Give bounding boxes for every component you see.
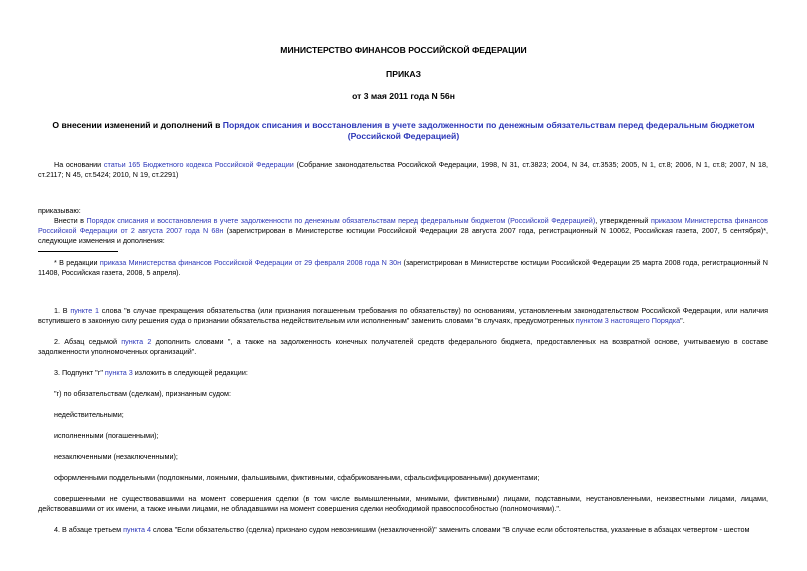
subpoint-g-paragraph: "г) по обязательствам (сделкам), признанным судом: (54, 389, 231, 398)
footnote-paragraph (38, 258, 768, 278)
document-type-heading: ПРИКАЗ (386, 69, 421, 79)
item-3-point-3-link[interactable]: пункта 3 (104, 368, 133, 377)
item-1-paragraph (38, 306, 768, 326)
minfin-order-30n-link[interactable]: приказа Министерства финансов Российской Федерации от 29 февраля 2008 года N 30н (99, 258, 402, 267)
item-1-point-3-link[interactable]: пунктом 3 настоящего Порядка (575, 316, 681, 325)
item-4-point-4-link[interactable]: пункта 4 (123, 525, 151, 534)
item-4-text-2: слова "Если обязательство (сделка) признано судом невозникшим (незаключенной)" заменить словами "В случае если обстоятельства, указанные в абзацах четвертом - шестом (150, 525, 750, 534)
ministry-heading: МИНИСТЕРСТВО ФИНАНСОВ РОССИЙСКОЙ ФЕДЕРАЦИИ (280, 45, 527, 55)
list-item: совершенными не существовавшими на момент совершения сделки (в том числе вымышленными, мнимыми, фиктивными) лицами, подставными, неустановленными, неизвестными лицами, лицами, действовавшими от их имени, а также иными лицами, не обладавшими на момент совершения сделки необходимой правоспособностью (полномочиями).". (38, 494, 768, 513)
intro-procedure-link[interactable]: Порядок списания и восстановления в учете задолженности по денежным обязательствам перед федеральным бюджетом (Российской Федерацией) (86, 216, 596, 225)
intro-paragraph (38, 216, 768, 246)
title-prefix: О внесении изменений и дополнений в (52, 120, 223, 130)
footnote-divider (38, 251, 118, 252)
intro-text-1: Внести в (54, 216, 87, 225)
item-4-text-1: 4. В абзаце третьем (54, 525, 124, 534)
item-1-text-2: слова "в случае прекращения обязательства (или признания погашенным требования по обязательству) по основаниям, установленным законодательством Российской Федерации, или наличия вступившего в законную силу решения суда о признании обязательства недействительным или исполненным" заменить словами "в случаях, предусмотренных (38, 306, 768, 325)
footnote-text-2: (зарегистрирован в Министерстве юстиции Российской Федерации 25 марта 2008 года, регистрационный N 11408, Российская газета, 2008, 5 апреля). (38, 258, 768, 277)
item-2-text-1: 2. Абзац седьмой (54, 337, 122, 346)
item-3-paragraph (38, 368, 768, 378)
budget-code-article-link[interactable]: статьи 165 Бюджетного кодекса Российской Федерации (103, 160, 294, 169)
item-1-text-1: 1. В (54, 306, 71, 315)
basis-suffix: (Собрание законодательства Российской Федерации, 1998, N 31, ст.3823; 2004, N 34, ст.3535; 2005, N 1, ст.8; 2006, N 1, ст.8; 2007, N 18, ст.2117; N 45, ст.5424; 2010, N 19, ст.2291) (38, 160, 768, 179)
item-1-point-1-link[interactable]: пункте 1 (70, 306, 99, 315)
item-2-point-2-link[interactable]: пункта 2 (121, 337, 152, 346)
basis-prefix: На основании (54, 160, 104, 169)
footnote-text-1: * В редакции (54, 258, 100, 267)
intro-text-3: (зарегистрирован в Министерстве юстиции Российской Федерации 28 августа 2007 года, регистрационный N 10062, Российская газета, 2007, 5 сентября)*, следующие изменения и дополнения: (38, 226, 769, 245)
item-1-text-3: ". (680, 316, 685, 325)
item-4-paragraph (38, 525, 768, 535)
intro-text-2: , утвержденный (595, 216, 651, 225)
minfin-order-68n-link[interactable]: приказом Министерства финансов Российской Федерации от 2 августа 2007 года N 68н (38, 216, 768, 235)
item-3-text-2: изложить в следующей редакции: (132, 368, 248, 377)
list-item: недействительными; (54, 410, 124, 419)
list-item: незаключенными (незаключенными); (54, 452, 178, 461)
basis-paragraph (38, 160, 768, 180)
document-title (40, 120, 767, 142)
list-item: исполненными (погашенными); (54, 431, 159, 440)
list-item: оформленными поддельными (подложными, ложными, фальшивыми, фиктивными, сфабрикованными, сфальсифицированными) документами; (54, 473, 540, 482)
item-3-text-1: 3. Подпункт "г" (54, 368, 105, 377)
order-word: приказываю: (38, 206, 81, 215)
item-2-paragraph (38, 337, 768, 357)
document-date-heading: от 3 мая 2011 года N 56н (352, 91, 455, 101)
title-procedure-link[interactable]: Порядок списания и восстановления в учете задолженности по денежным обязательствам перед федеральным бюджетом (Российской Федерацией) (222, 120, 755, 141)
item-2-text-2: дополнить словами ", а также на задолженность конечных получателей средств федерального бюджета, предоставленных на возвратной основе, учитываемую в составе задолженности уполномоченных организаций". (38, 337, 768, 356)
